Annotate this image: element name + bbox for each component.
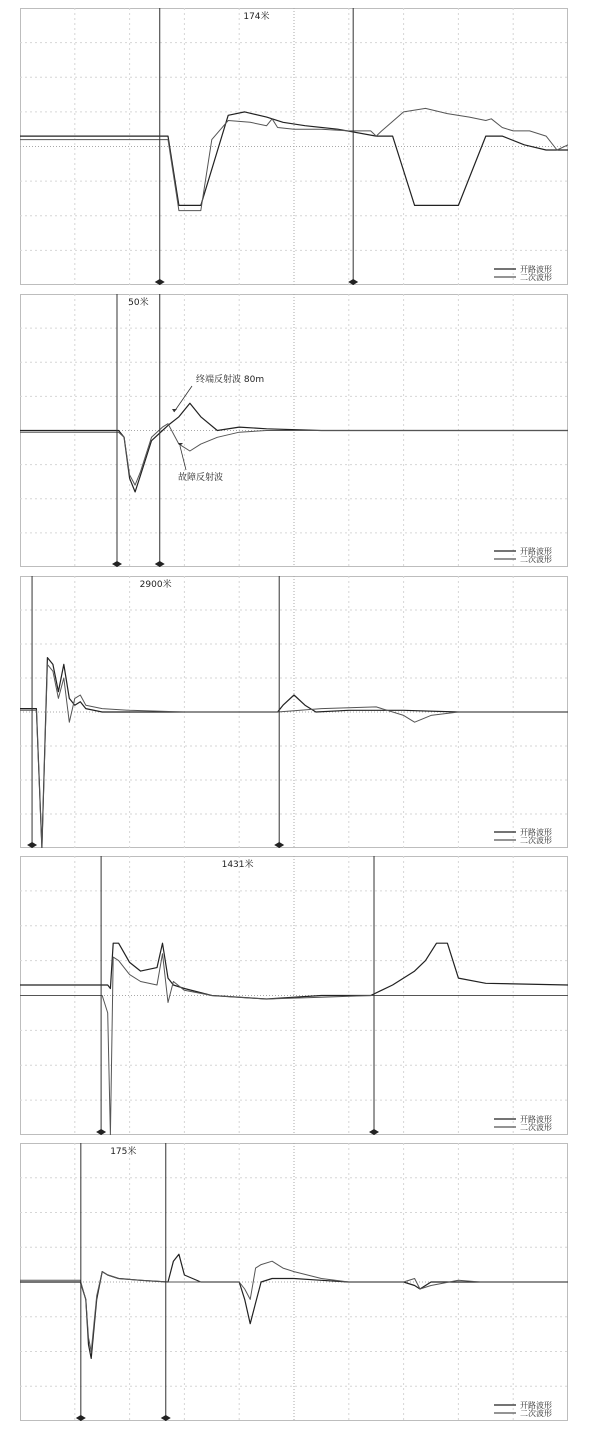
legend-label: 开路波形 (520, 265, 552, 274)
legend-label: 二次波形 (520, 1409, 552, 1418)
cursor-distance-label: 50米 (128, 298, 149, 308)
chart-panel-5 (20, 1143, 568, 1421)
legend-label: 开路波形 (520, 1115, 552, 1124)
legend-label: 二次波形 (520, 273, 552, 282)
annotation-label: 终端反射波 80m (196, 375, 265, 385)
legend-label: 二次波形 (520, 836, 552, 845)
legend-label: 开路波形 (520, 1401, 552, 1410)
chart-panel-3 (20, 576, 568, 848)
legend-label: 二次波形 (520, 555, 552, 564)
chart-panel-2 (20, 294, 568, 567)
cursor-distance-label: 174米 (243, 12, 270, 22)
legend-label: 开路波形 (520, 547, 552, 556)
chart-panel-4 (20, 856, 568, 1135)
cursor-distance-label: 2900米 (139, 580, 172, 590)
legend-label: 开路波形 (520, 828, 552, 837)
annotation-label: 故障反射波 (178, 473, 224, 483)
cursor-distance-label: 175米 (110, 1147, 137, 1157)
legend-label: 二次波形 (520, 1123, 552, 1132)
chart-panel-1 (20, 8, 568, 285)
cursor-distance-label: 1431米 (221, 860, 254, 870)
